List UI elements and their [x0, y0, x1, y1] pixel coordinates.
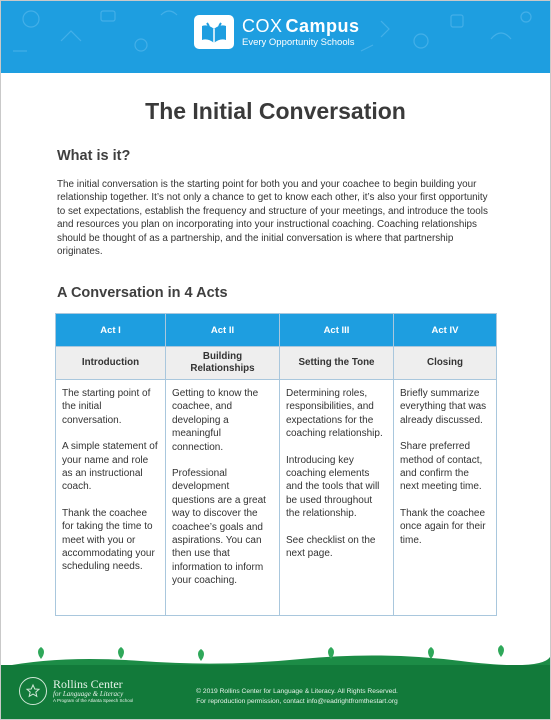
grass-sprouts-decoration — [1, 637, 550, 667]
act-4-paragraph: Briefly summarize everything that was already discussed. — [400, 388, 487, 426]
header-scallop-edge — [1, 65, 550, 79]
section-heading-what-is-it: What is it? — [57, 148, 131, 164]
permission-text: For reproduction permission, contact info@readrightfromthestart.org — [196, 698, 398, 705]
brand-tagline: Every Opportunity Schools — [242, 36, 355, 48]
act-1-paragraph: Thank the coachee for taking the time to meet with you or accommodating your scheduling needs. — [62, 507, 155, 573]
page-title: The Initial Conversation — [145, 98, 406, 124]
cox-campus-logo — [194, 15, 360, 49]
act-3-paragraph: See checklist on the next page. — [286, 534, 376, 560]
open-book-hands-icon — [194, 15, 234, 49]
act-body-4 — [394, 380, 497, 616]
footer-org-subtitle: for Language & Literacy — [53, 689, 124, 698]
footer-org-program: A Program of the Atlanta Speech School — [53, 698, 134, 704]
act-4-paragraph: Share preferred method of contact, and confirm the next meeting time. — [400, 441, 483, 493]
section-heading-acts: A Conversation in 4 Acts — [57, 285, 228, 301]
copyright-text: © 2019 Rollins Center for Language & Literacy. All Rights Reserved. — [196, 688, 398, 695]
act-name-1: Introduction — [56, 347, 166, 380]
act-name-3: Setting the Tone — [280, 347, 394, 380]
rollins-center-logo — [19, 677, 133, 705]
act-body-3 — [280, 380, 394, 616]
act-1-paragraph: A simple statement of your name and role as an instructional coach. — [62, 441, 158, 493]
act-header-3: Act III — [280, 314, 394, 347]
footer-org-name: Rollins Center — [53, 677, 123, 692]
act-3-paragraph: Determining roles, responsibilities, and expectations for the coaching relationship. — [286, 388, 383, 440]
act-1-paragraph: The starting point of the initial conversation. — [62, 388, 151, 426]
act-header-4: Act IV — [394, 314, 497, 347]
act-2-paragraph: Professional development questions are a great way to discover the coachee’s goals and aspirations. You can then use that information to inform your coaching. — [172, 468, 266, 587]
act-header-2: Act II — [166, 314, 280, 347]
acts-table — [55, 313, 497, 616]
header-banner — [1, 1, 550, 73]
brand-campus: Campus — [285, 15, 360, 36]
footer-copyright — [167, 687, 427, 707]
intro-paragraph: The initial conversation is the starting point for both you and your coachee to begin building your relationship together. It’s not only a chance to get to know each other, it’s also your first opportunity to set expectations, establish the frequency and structure of your meetings, and introduce the tools and resources you plan on incorporating into your instructional coaching. Coaching relationships should be thought of as a partnership, and the initial conversation is where that partnership originates. — [57, 179, 488, 258]
rollins-seal-icon — [19, 677, 47, 705]
brand-cox: COX — [242, 15, 283, 36]
act-body-2 — [166, 380, 280, 616]
act-body-1 — [56, 380, 166, 616]
act-3-paragraph: Introducing key coaching elements and the tools that will be used throughout the relationship. — [286, 454, 380, 520]
act-4-paragraph: Thank the coachee once again for their time. — [400, 507, 486, 546]
act-header-1: Act I — [56, 314, 166, 347]
act-name-4: Closing — [394, 347, 497, 380]
act-2-paragraph: Getting to know the coachee, and developing a meaningful connection. — [172, 388, 259, 453]
act-name-2: Building Relationships — [166, 347, 280, 380]
